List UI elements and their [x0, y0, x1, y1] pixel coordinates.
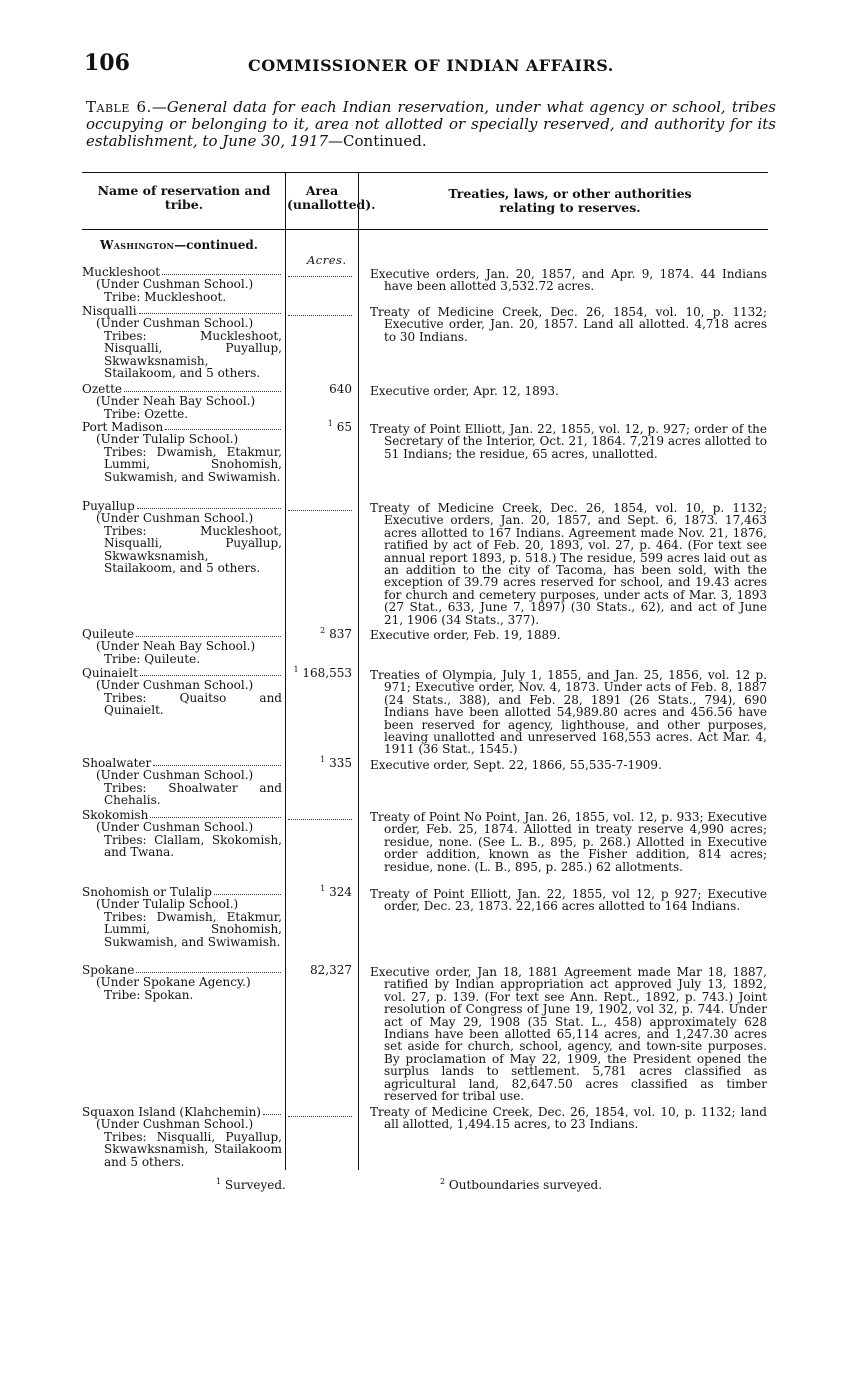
section-state: Washington: [100, 238, 175, 252]
column-divider-1: [285, 172, 286, 1170]
reservation-name: Quinaielt: [82, 666, 138, 680]
agency-school: (Under Cushman School.): [96, 316, 254, 331]
authority-text: Executive orders, Jan. 20, 1857, and Apr. 9, 1874. 44 Indians have been allotted 3,532.72 acres.: [370, 267, 767, 294]
table-row: [82, 964, 282, 1001]
agency-school: (Under Cushman School.): [96, 1117, 254, 1132]
area-leader: [288, 819, 352, 820]
agency-school: (Under Cushman School.): [96, 511, 254, 526]
area-value: $^1$ 335: [320, 755, 352, 770]
column-divider-2: [358, 172, 359, 1170]
area-value: 640: [329, 382, 352, 396]
tribes: Tribes: Muckleshoot, Nisqualli, Puyallup, Skwawksnamish, Stailakoom, and 5 others.: [104, 523, 282, 576]
authority-text: Treaty of Point Elliott, Jan. 22, 1855, vol. 12, p. 927; order of the Secretary of the Interior, Oct. 21, 1864. 7,219 acres allotted to 51 Indians; the residue, 65 acres, unallotted.: [370, 422, 767, 461]
table-row: [82, 667, 282, 717]
table-row: [82, 1106, 282, 1168]
area-value: $^1$ 65: [327, 419, 352, 434]
tribes: Tribes: Dwamish, Etakmur, Lummi, Snohomish, Sukwamish, and Swiwamish.: [104, 444, 282, 484]
agency-school: (Under Cushman School.): [96, 820, 254, 835]
reservation-name: Spokane: [82, 963, 135, 977]
area-leader: [288, 315, 352, 316]
area-value: $^1$ 324: [320, 884, 352, 899]
reservation-name: Port Madison: [82, 420, 164, 434]
running-title: COMMISSIONER OF INDIAN AFFAIRS.: [248, 56, 614, 75]
authority-text: Executive order, Jan 18, 1881 Agreement made Mar 18, 1887, ratified by Indian appropriation act approved July 13, 1892, vol. 27, p. 139. (For text see Ann. Rept., 1892, p. 743.) Joint resolution of Congress of June 19, 1902, vol 32, p. 744. Under act of May 29, 1908 (35 Stat. L., 458) approximately 628 Indians have been allotted 65,114 acres, and 1,247.30 acres set aside for church, school, agency, and town-site purposes. By proclamation of May 22, 1909, the President opened the surplus lands to settlement. 5,781 acres classified as agricultural land, 82,647.50 acres classified as timber reserved for tribal use.: [370, 965, 767, 1104]
area-leader: [288, 276, 352, 277]
area-leader: [288, 1116, 352, 1117]
table-top-rule: [82, 172, 768, 173]
table-row: [82, 421, 282, 483]
table-row: [82, 628, 282, 665]
authority-text: Executive order, Feb. 19, 1889.: [370, 628, 561, 642]
reservation-name: Nisqualli: [82, 304, 137, 318]
table-row: [82, 757, 282, 807]
table-row: [82, 809, 282, 859]
table-caption: Table 6.—General data for each Indian reservation, under what agency or school, tribes occupying or belonging to it, area not allotted or specially reserved, and authority for its establishment, to June 30, 1917—Continued.: [86, 98, 776, 150]
area-value: $^1$ 168,553: [293, 665, 352, 680]
header-bottom-rule: [82, 229, 768, 230]
column-header-area: Area (unallotted).: [287, 183, 376, 212]
tribes: Tribes: Quaitso and Quinaielt.: [104, 690, 282, 718]
reservation-name: Snohomish or Tulalip: [82, 885, 212, 899]
section-suffix: —continued.: [174, 238, 258, 252]
agency-school: (Under Cushman School.): [96, 768, 254, 783]
reservation-name: Skokomish: [82, 808, 149, 822]
authority-text: Treaty of Medicine Creek, Dec. 26, 1854, vol. 10, p. 1132; Executive order, Jan. 20, 1857. Land all allotted. 4,718 acres to 30 Indians.: [370, 305, 767, 344]
tribes: Tribe: Muckleshoot.: [104, 289, 227, 304]
tribes: Tribe: Quileute.: [104, 651, 201, 666]
column-header-name: Name of reservation and tribe.: [97, 183, 271, 212]
reservation-name: Quileute: [82, 627, 134, 641]
agency-school: (Under Cushman School.): [96, 678, 254, 693]
footnote: $^2$ Outboundaries surveyed.: [440, 1177, 603, 1192]
authority-text: Treaty of Point Elliott, Jan. 22, 1855, vol 12, p 927; Executive order, Dec. 23, 1873. 22,166 acres allotted to 164 Indians.: [370, 887, 767, 914]
reservation-name: Shoalwater: [82, 756, 152, 770]
tribes: Tribes: Dwamish, Etakmur, Lummi, Snohomish, Sukwamish, and Swiwamish.: [104, 909, 282, 949]
footnote: $^1$ Surveyed.: [216, 1177, 286, 1192]
area-value: $^2$ 837: [320, 626, 352, 641]
area-unit-label: Acres.: [307, 253, 347, 267]
caption-text: General data for each Indian reservation, under what agency or school, tribes occupying or belonging to it, area not allotted or specially reserved, and authority for its establishment, to June 30, 1917: [86, 98, 776, 150]
authority-text: Treaty of Medicine Creek, Dec. 26, 1854, vol. 10, p. 1132; land all allotted, 1,494.15 acres, to 23 Indians.: [370, 1105, 767, 1132]
table-row: [82, 500, 282, 574]
tribes: Tribes: Nisqualli, Puyallup, Skwawksnamish, Stailakoom and 5 others.: [104, 1129, 282, 1169]
agency-school: (Under Spokane Agency.): [96, 975, 251, 990]
table-row: [82, 305, 282, 379]
authority-text: Executive order, Apr. 12, 1893.: [370, 384, 559, 398]
caption-label: Table 6.: [86, 98, 152, 116]
tribes: Tribes: Muckleshoot, Nisqualli, Puyallup, Skwawksnamish, Stailakoom, and 5 others.: [104, 328, 282, 381]
column-header-treaties: Treaties, laws, or other authorities relating to reserves.: [448, 186, 692, 215]
authority-text: Treaty of Medicine Creek, Dec. 26, 1854, vol. 10, p. 1132; Executive orders, Jan. 20, 1857, and Sept. 6, 1873. 17,463 acres allotted to 167 Indians. Agreement made Nov. 21, 1876, ratified by act of Feb. 20, 1893, vol. 27, p. 464. (For text see annual report 1893, p. 518.) The residue, 599 acres laid out as an addition to the city of Tacoma, has been sold, with the exception of 39.79 acres reserved for school, and 19.43 acres for church and cemetery purposes, under acts of Mar. 3, 1893 (27 Stat., 633, June 7, 1897) (30 Stats., 62), and act of June 21, 1906 (34 Stats., 377).: [370, 501, 767, 627]
area-value: 82,327: [310, 963, 352, 977]
reservation-name: Squaxon Island (Klahchemin): [82, 1105, 261, 1119]
tribes: Tribe: Spokan.: [104, 987, 194, 1002]
reservation-name: Ozette: [82, 382, 123, 396]
tribes: Tribes: Shoalwater and Chehalis.: [104, 780, 282, 808]
authority-text: Treaty of Point No Point, Jan. 26, 1855, vol. 12, p. 933; Executive order, Feb. 25, 1874. Allotted in treaty reserve 4,990 acres; residue, none. (See L. B., 895, p. 268.) Allotted in Executive order addition, known as the Fisher addition, 814 acres; residue, none. (L. B., 895, p. 285.) 62 allotments.: [370, 810, 767, 874]
agency-school: (Under Tulalip School.): [96, 897, 239, 912]
reservation-name: Puyallup: [82, 499, 135, 513]
tribes: Tribes: Clallam, Skokomish, and Twana.: [104, 832, 282, 860]
agency-school: (Under Tulalip School.): [96, 432, 239, 447]
caption-suffix: —Continued.: [328, 132, 427, 150]
authority-text: Executive order, Sept. 22, 1866, 55,535-7-1909.: [370, 758, 662, 772]
agency-school: (Under Cushman School.): [96, 277, 254, 292]
area-leader: [288, 510, 352, 511]
tribes: Tribe: Ozette.: [104, 406, 189, 421]
table-row: [82, 886, 282, 948]
table-row: [82, 383, 282, 420]
authority-text: Treaties of Olympia, July 1, 1855, and Jan. 25, 1856, vol. 12 p. 971; Executive order, Nov. 4, 1873. Under acts of Feb. 8, 1887 (24 Stats., 388), and Feb. 28, 1891 (26 Stats., 794), 690 Indians have been allotted 54,989.80 acres and 456.56 have been reserved for agency, lighthouse, and other purposes, leaving unallotted and unreserved 168,553 acres. Act Mar. 4, 1911 (36 Stat., 1545.): [370, 668, 767, 757]
reservation-name: Muckleshoot: [82, 265, 161, 279]
table-row: [82, 266, 282, 303]
agency-school: (Under Neah Bay School.): [96, 394, 256, 409]
section-heading: [100, 238, 258, 252]
agency-school: (Under Neah Bay School.): [96, 639, 256, 654]
page-number: 106: [84, 50, 130, 76]
